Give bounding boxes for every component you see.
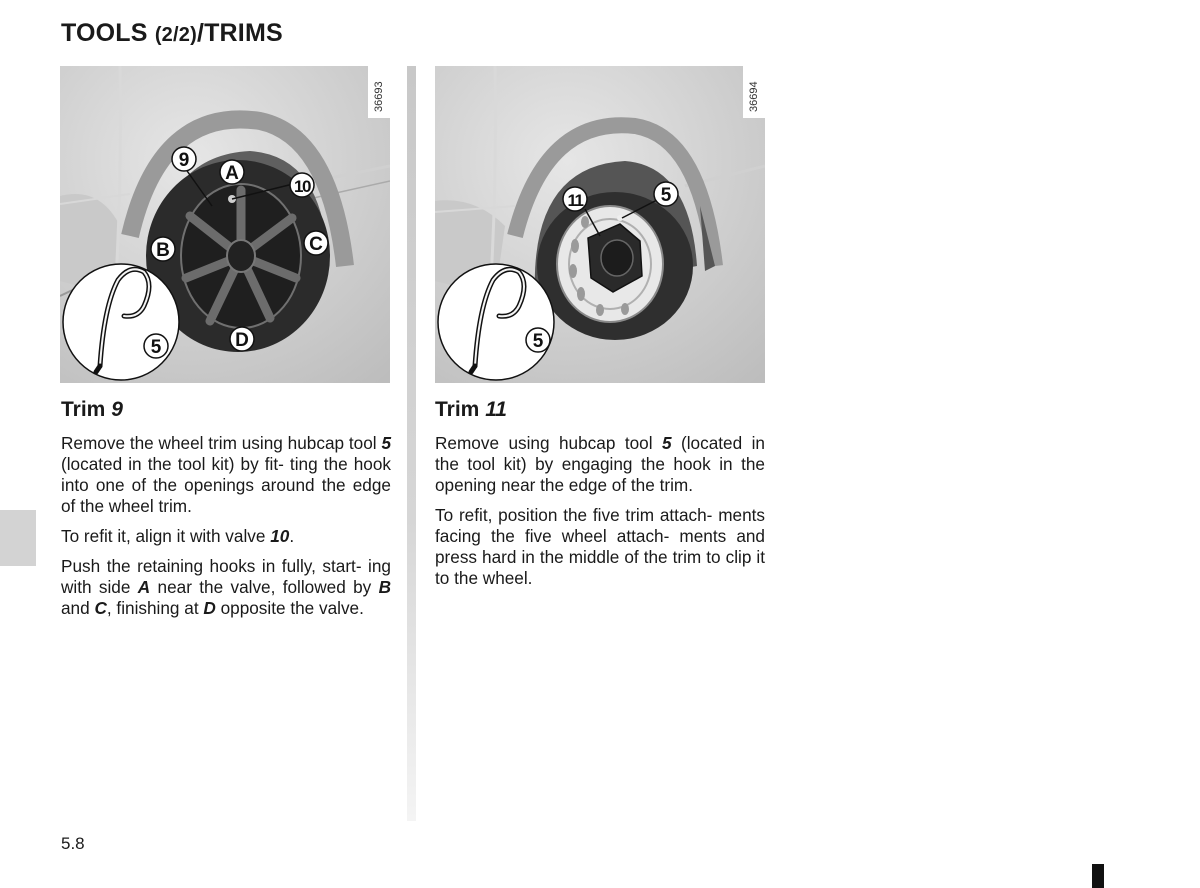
paragraph-refit: To refit it, align it with valve 10. [61,526,295,546]
callout-tool-5 [144,334,168,358]
callout-b [151,237,175,261]
svg-text:10: 10 [294,177,310,196]
callout-c [304,231,328,255]
figure-code: 36693 [373,81,385,112]
callout-trim-11 [563,187,587,211]
column-divider [407,66,416,821]
svg-text:C: C [309,234,323,255]
section-heading-trim-11: Trim 11 [435,398,507,421]
svg-text:5: 5 [150,337,162,358]
hubcap-tool-inset [438,264,554,380]
figure-code: 36694 [748,81,760,112]
callout-a [220,160,244,184]
chapter-tab [0,510,36,566]
left-column [61,398,391,628]
paragraph-remove: Remove the wheel trim using hubcap tool 5 (located in the tool kit) by fit- ting the hook into one of the openings around the edge of the wheel trim. [61,433,391,516]
section-heading-trim-9: Trim 9 [61,398,123,421]
figure-trim-9 [60,66,390,383]
callout-tool-5 [526,328,550,352]
callout-tool-5-top [654,182,678,206]
corner-mark [1092,864,1104,888]
svg-text:9: 9 [178,150,190,171]
svg-text:5: 5 [532,331,544,352]
callout-d [230,327,254,351]
hubcap-tool-inset [63,264,179,380]
svg-text:11: 11 [567,191,583,210]
paragraph-remove: Remove using hubcap tool 5 (located in the tool kit) by engaging the hook in the opening near the edge of the trim. [435,433,765,495]
right-column [435,398,765,598]
figure-trim-11 [435,66,765,383]
callout-valve-10 [290,173,314,197]
callout-trim-9 [172,147,196,171]
svg-text:A: A [225,163,239,184]
page-title: TOOLS (2/2)/TRIMS [61,19,283,47]
svg-text:B: B [156,240,170,261]
paragraph-hooks: Push the retaining hooks in fully, start- ing with side A near the valve, followed by B and C, finishing at D opposite the valve. [61,556,391,618]
svg-text:5: 5 [660,185,672,206]
svg-text:D: D [235,330,249,351]
page-number: 5.8 [61,834,85,853]
paragraph-refit: To refit, position the five trim attach- ments facing the five wheel attach- ments and press hard in the middle of the trim to clip it to the wheel. [435,505,765,588]
